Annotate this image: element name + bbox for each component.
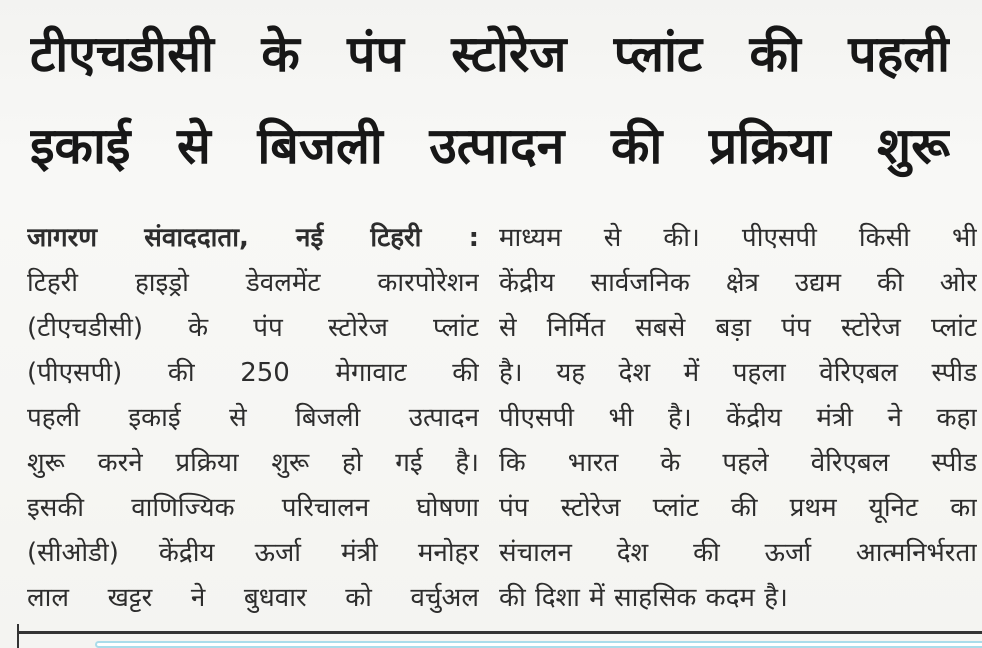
body-line: से निर्मित सबसे बड़ा पंप स्टोरेज प्लांट bbox=[499, 313, 977, 343]
crop-mark bbox=[17, 624, 19, 648]
body-line: की दिशा में साहसिक कदम है। bbox=[499, 583, 788, 613]
byline: जागरण संवाददाता, नई टिहरी : bbox=[27, 223, 479, 253]
body-line: माध्यम से की। पीएसपी किसी भी bbox=[499, 223, 977, 253]
body-line: (सीओडी) केंद्रीय ऊर्जा मंत्री मनोहर bbox=[27, 538, 479, 568]
column-left bbox=[27, 216, 479, 621]
body-line: पहली इकाई से बिजली उत्पादन bbox=[27, 403, 479, 433]
body-line: (टीएचडीसी) के पंप स्टोरेज प्लांट bbox=[27, 313, 479, 343]
column-right bbox=[499, 216, 977, 621]
headline bbox=[30, 8, 950, 192]
body-line: केंद्रीय सार्वजनिक क्षेत्र उद्यम की ओर bbox=[499, 268, 977, 298]
body-line: है। यह देश में पहला वेरिएबल स्पीड bbox=[499, 358, 977, 388]
body-line: टिहरी हाइड्रो डेवलमेंट कारपोरेशन bbox=[27, 268, 479, 298]
next-section-box-edge bbox=[95, 641, 982, 648]
body-line: लाल खट्टर ने बुधवार को वर्चुअल bbox=[27, 583, 479, 613]
headline-line-2: इकाई से बिजली उत्पादन की प्रक्रिया शुरू bbox=[30, 117, 950, 175]
body-line: इसकी वाणिज्यिक परिचालन घोषणा bbox=[27, 493, 479, 523]
body-line: (पीएसपी) की 250 मेगावाट की bbox=[27, 358, 479, 388]
body-line: शुरू करने प्रक्रिया शुरू हो गई है। bbox=[27, 448, 479, 478]
body-line: संचालन देश की ऊर्जा आत्मनिर्भरता bbox=[499, 538, 977, 568]
headline-line-1: टीएचडीसी के पंप स्टोरेज प्लांट की पहली bbox=[30, 25, 950, 83]
article-body bbox=[27, 216, 977, 621]
body-line: कि भारत के पहले वेरिएबल स्पीड bbox=[499, 448, 977, 478]
section-divider-rule bbox=[17, 631, 982, 634]
body-line: पंप स्टोरेज प्लांट की प्रथम यूनिट का bbox=[499, 493, 977, 523]
body-line: पीएसपी भी है। केंद्रीय मंत्री ने कहा bbox=[499, 403, 977, 433]
